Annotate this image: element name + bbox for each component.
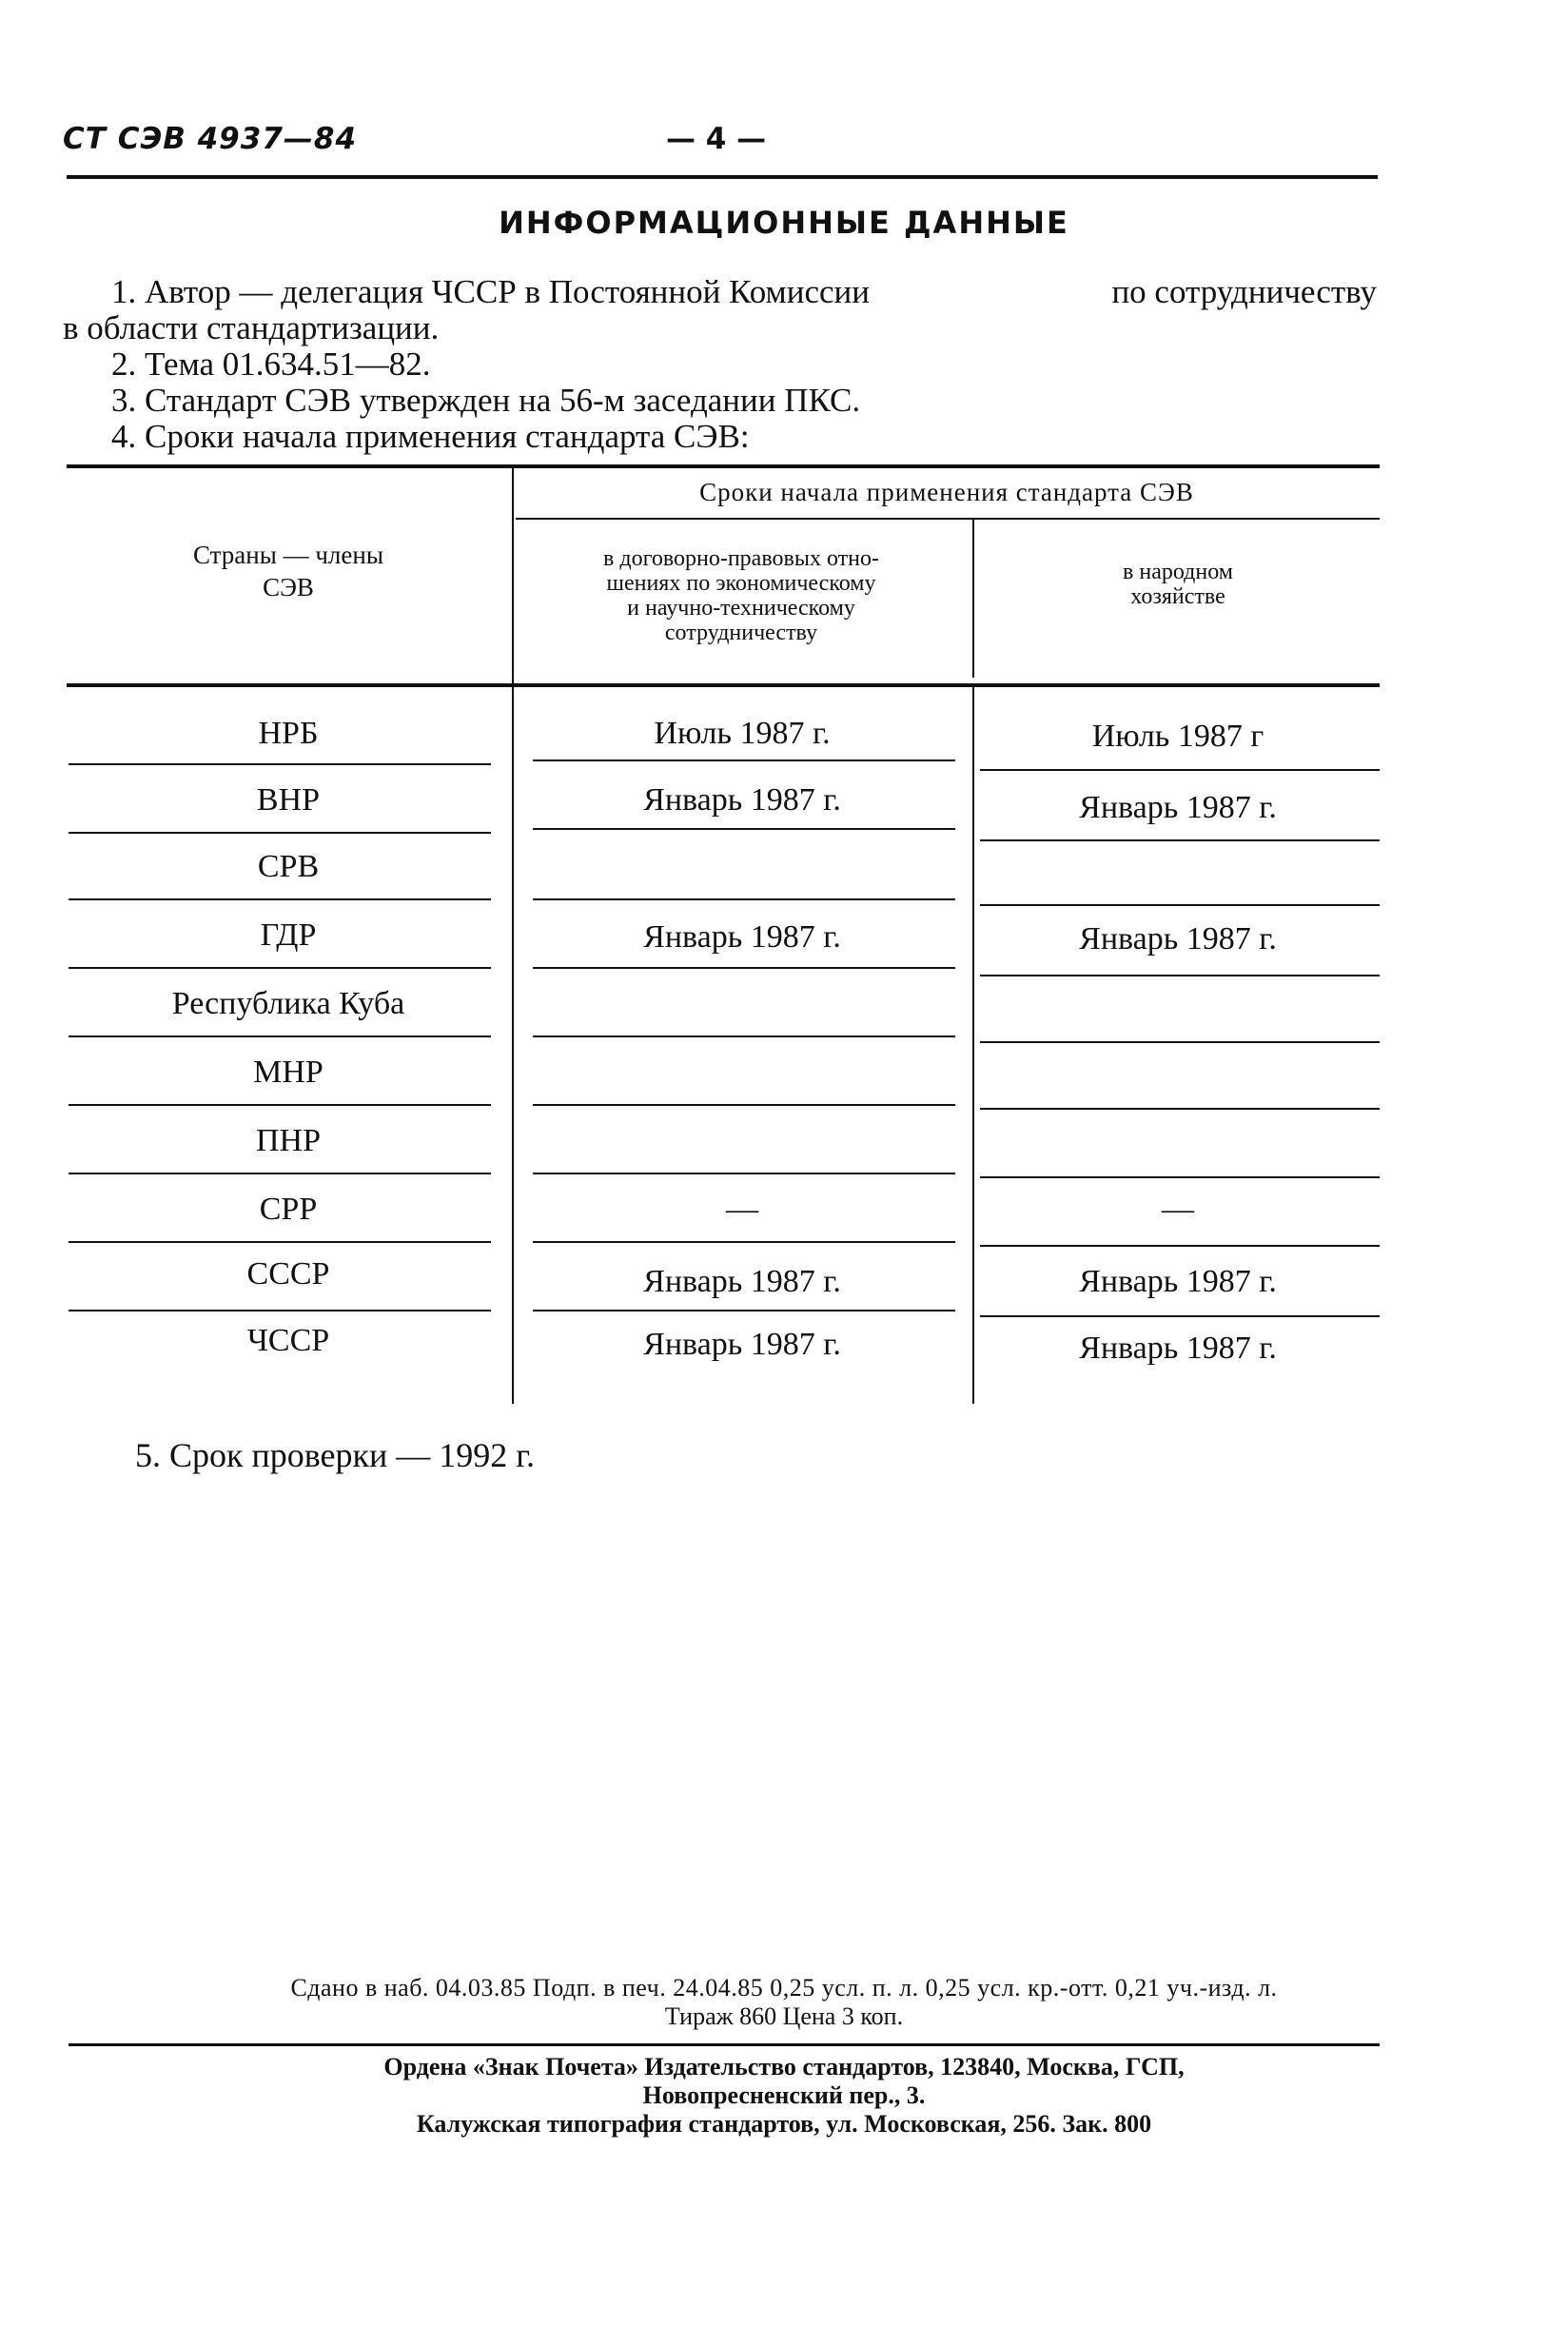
row-rule (533, 1035, 955, 1037)
table-cell-economy: — (1162, 1192, 1194, 1227)
header-bottom-rule (67, 683, 1380, 687)
header-country-line: Страны — члены (193, 541, 383, 569)
table-cell-country: ВНР (256, 782, 321, 818)
row-rule (980, 769, 1380, 771)
table-cell-country: ЧССР (246, 1323, 330, 1358)
table-cell-country: ГДР (260, 917, 317, 953)
row-rule (980, 1245, 1380, 1247)
document-code: СТ СЭВ 4937—84 (63, 122, 358, 156)
column-divider-2-body (972, 685, 974, 1404)
section-title: ИНФОРМАЦИОННЫЕ ДАННЫЕ (499, 205, 1069, 241)
table-cell-country: МНР (253, 1055, 323, 1090)
header-legal-line: сотрудничеству (664, 621, 818, 645)
row-rule (533, 1241, 955, 1243)
row-rule (533, 828, 955, 830)
header-economy-line: в народном (1123, 560, 1233, 584)
row-rule (69, 1035, 491, 1037)
header-economy-line: хозяйстве (1130, 584, 1225, 609)
table-top-rule (67, 464, 1380, 468)
row-rule (69, 967, 491, 969)
table-cell-legal: Январь 1987 г. (643, 782, 841, 818)
header-legal-relations (514, 546, 969, 645)
table-cell-legal: — (726, 1192, 758, 1227)
paragraph-3: 3. Стандарт СЭВ утвержден на 56-м заседании ПКС. (111, 382, 861, 419)
row-rule (980, 1041, 1380, 1043)
publisher-line-1: Ордена «Знак Почета» Издательство стандартов, 123840, Москва, ГСП, (383, 2053, 1185, 2080)
table-cell-economy: Январь 1987 г. (1079, 1264, 1277, 1299)
paragraph-1-line-1 (111, 274, 1377, 310)
table-cell-country: ПНР (255, 1123, 322, 1158)
header-national-economy (976, 560, 1380, 609)
table-cell-country: СССР (246, 1256, 330, 1292)
row-rule (980, 975, 1380, 976)
table-cell-economy: Январь 1987 г. (1079, 921, 1277, 956)
imprint-line-2: Тираж 860 Цена 3 коп. (664, 2002, 904, 2030)
table-cell-country: НРБ (258, 716, 319, 751)
paragraph-1-lead: 1. Автор — делегация ЧССР в Постоянной Комиссии (111, 273, 870, 310)
row-rule (69, 1104, 491, 1106)
paragraph-2: 2. Тема 01.634.51—82. (111, 345, 431, 383)
table-cell-legal: Январь 1987 г. (643, 919, 841, 955)
row-rule (69, 1173, 491, 1174)
row-rule (533, 1104, 955, 1106)
row-rule (980, 1108, 1380, 1110)
row-rule (533, 1173, 955, 1174)
header-member-countries (67, 539, 510, 603)
row-rule (980, 904, 1380, 906)
row-rule (980, 839, 1380, 841)
publisher-line-2: Новопресненский пер., 3. (642, 2081, 926, 2109)
header-legal-line: и научно-техническому (627, 596, 855, 621)
header-implementation-dates: Сроки начала применения стандарта СЭВ (699, 478, 1194, 506)
page-number: — 4 — (666, 122, 767, 156)
printer-line: Калужская типография стандартов, ул. Московская, 256. Зак. 800 (416, 2110, 1152, 2138)
imprint-rule (69, 2043, 1380, 2046)
paragraph-1-tail: по сотрудничеству (1111, 273, 1377, 310)
table-cell-economy: Январь 1987 г. (1079, 790, 1277, 825)
table-cell-economy: Январь 1987 г. (1079, 1331, 1277, 1366)
table-cell-legal: Июль 1987 г. (654, 716, 831, 751)
header-subrule (516, 518, 1380, 520)
paragraph-5: 5. Срок проверки — 1992 г. (135, 1436, 535, 1474)
table-cell-country: СРР (259, 1192, 318, 1227)
row-rule (69, 898, 491, 900)
row-rule (69, 1241, 491, 1243)
row-rule (533, 898, 955, 900)
row-rule (69, 832, 491, 834)
row-rule (69, 763, 491, 765)
paragraph-1-line-2: в области стандартизации. (63, 309, 440, 346)
row-rule (980, 1176, 1380, 1178)
row-rule (533, 1310, 955, 1311)
imprint-line-1: Сдано в наб. 04.03.85 Подп. в печ. 24.04.85 0,25 усл. п. л. 0,25 усл. кр.-отт. 0,21 уч.-изд. л. (290, 1974, 1278, 2002)
table-cell-legal: Январь 1987 г. (643, 1264, 841, 1299)
table-cell-country: Республика Куба (171, 986, 405, 1021)
header-rule (67, 175, 1378, 179)
row-rule (69, 1310, 491, 1311)
paragraph-4: 4. Сроки начала применения стандарта СЭВ: (111, 418, 750, 455)
header-legal-line: шениях по экономическому (606, 571, 876, 596)
row-rule (980, 1315, 1380, 1317)
table-cell-country: СРВ (257, 849, 320, 884)
row-rule (533, 967, 955, 969)
column-divider-2-header (972, 520, 974, 678)
row-rule (533, 759, 955, 761)
table-cell-legal: Январь 1987 г. (643, 1327, 841, 1362)
table-cell-economy: Июль 1987 г (1091, 719, 1264, 754)
header-legal-line: в договорно-правовых отно- (603, 546, 879, 571)
header-country-line: СЭВ (263, 573, 314, 601)
